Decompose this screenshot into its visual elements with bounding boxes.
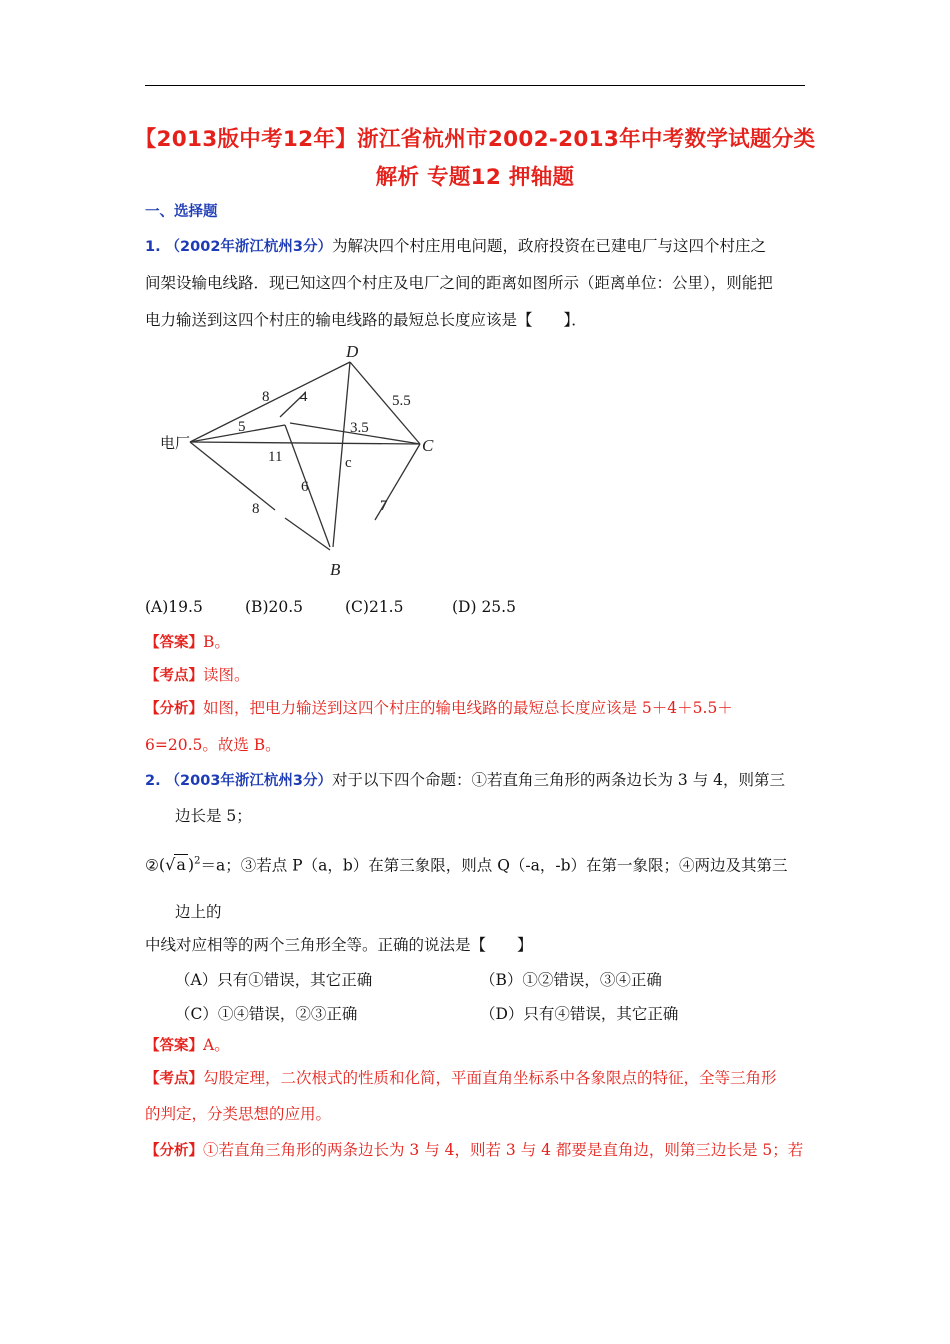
q1-number: 1. — [145, 239, 161, 255]
q2-answer: 【答案】A。 — [145, 1036, 230, 1054]
q2-analysis-line1: 【分析】①若直角三角形的两条边长为 3 与 4，则若 3 与 4 都要是直角边，则第三边长是 5；若 — [145, 1141, 804, 1159]
edge-label-7: 7 — [380, 498, 388, 514]
q1-diagram — [150, 335, 460, 580]
q1-line2: 间架设输电线路．现已知这四个村庄及电厂之间的距离如图所示（距离单位：公里），则能把 — [145, 274, 773, 292]
edge-label-8-bottom: 8 — [252, 501, 260, 517]
edge-label-8-top: 8 — [262, 389, 270, 405]
edge-label-c: c — [345, 455, 352, 471]
q1-option-a: (A)19.5 — [145, 598, 203, 616]
q1-text1: 为解决四个村庄用电问题，政府投资在已建电厂与这四个村庄之 — [332, 237, 767, 255]
section-heading: 一、选择题 — [145, 204, 218, 220]
q1-answer: 【答案】B。 — [145, 633, 230, 651]
edge-plant-C — [190, 442, 420, 444]
point-D-label: D — [346, 342, 359, 361]
q2-point-line2: 的判定，分类思想的应用。 — [145, 1105, 332, 1123]
edge-plant-D — [190, 362, 350, 442]
top-rule — [145, 85, 805, 86]
q1-option-d: (D) 25.5 — [452, 598, 516, 616]
edge-label-5-5: 5.5 — [392, 393, 411, 409]
q2-option-c: （C）①④错误，②③正确 — [175, 1005, 358, 1023]
q2-text1: 对于以下四个命题：①若直角三角形的两条边长为 3 与 4，则第三 — [332, 771, 786, 789]
q1-option-b: (B)20.5 — [245, 598, 303, 616]
edge-label-4: 4 — [300, 389, 308, 405]
edge-label-11: 11 — [268, 449, 283, 465]
q1-line3: 电力输送到这四个村庄的输电线路的最短总长度应该是【 】． — [145, 311, 587, 329]
q1-point: 【考点】读图。 — [145, 666, 250, 684]
edge-label-6: 6 — [301, 479, 309, 495]
page-title-line2: 解析 专题12 押轴题 — [375, 165, 575, 190]
q1-line1 — [145, 236, 807, 257]
q1-source: （2002年浙江杭州3分） — [165, 239, 332, 255]
edge-label-5: 5 — [238, 419, 246, 435]
q2-option-d: （D）只有④错误，其它正确 — [480, 1005, 679, 1023]
page-title-line1: 【2013版中考12年】浙江省杭州市2002-2013年中考数学试题分类 — [134, 127, 816, 152]
q1-analysis-line1: 【分析】如图，把电力输送到这四个村庄的输电线路的最短总长度应该是 5＋4＋5.5＋ — [145, 699, 733, 717]
q2-line1 — [145, 770, 807, 791]
q2-point-line1: 【考点】勾股定理，二次根式的性质和化简，平面直角坐标系中各象限点的特征，全等三角形 — [145, 1069, 777, 1087]
plant-label: 电厂 — [160, 434, 191, 452]
q2-option-a: （A）只有①错误，其它正确 — [175, 971, 373, 989]
q1-analysis-line2: 6=20.5。故选 B。 — [145, 736, 281, 754]
point-C-label: C — [422, 436, 434, 455]
q1-option-c: (C)21.5 — [345, 598, 404, 616]
sqrt-expression: (√a )$^2$ — [158, 855, 201, 875]
q2-line3: ②(√a )$^2$＝a；③若点 P（a，b）在第三象限，则点 Q（-a，-b）在第一象限；④两边及其第三 — [145, 855, 788, 875]
point-B-label: B — [330, 560, 341, 579]
q2-line5: 中线对应相等的两个三角形全等。正确的说法是【 】 — [145, 936, 533, 954]
q2-line2: 边长是 5； — [175, 807, 252, 825]
edge-label-3-5: 3.5 — [350, 420, 369, 436]
q2-number: 2. — [145, 773, 161, 789]
edge-plant-B-part2 — [285, 518, 330, 550]
q2-option-b: （B）①②错误，③④正确 — [480, 971, 662, 989]
q2-line4: 边上的 — [175, 903, 222, 921]
q2-source: （2003年浙江杭州3分） — [165, 773, 332, 789]
edge-plant-B-part1 — [190, 442, 275, 510]
